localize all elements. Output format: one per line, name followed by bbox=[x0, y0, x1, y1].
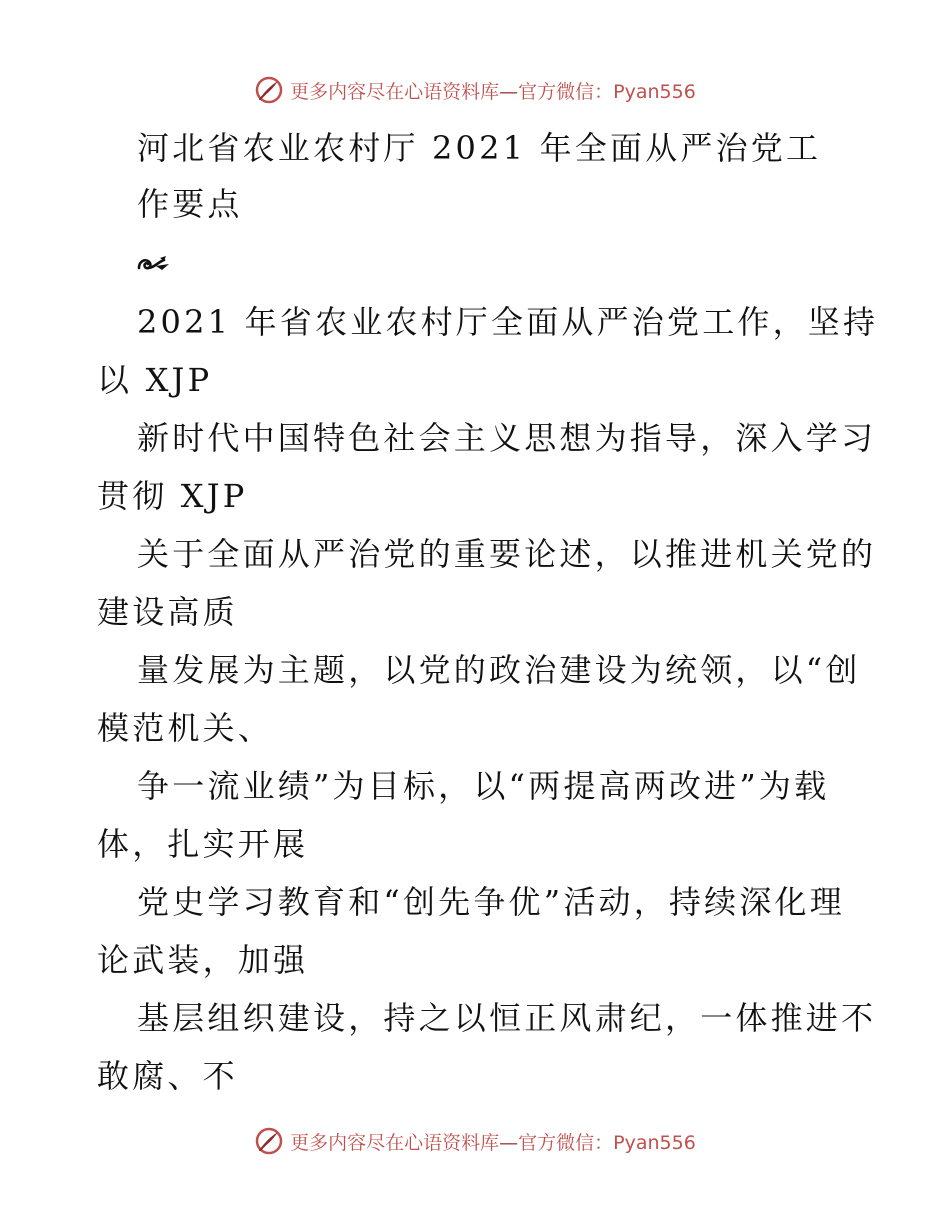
body-line: 贯彻 XJP bbox=[97, 477, 248, 515]
body-line: 论武装，加强 bbox=[97, 941, 309, 979]
ornament-scroll-icon bbox=[136, 252, 172, 276]
body-line: 以 XJP bbox=[97, 361, 213, 399]
body-line: 新时代中国特色社会主义思想为指导，深入学习 bbox=[137, 419, 877, 457]
body-line: 量发展为主题，以党的政治建设为统领，以“创 bbox=[137, 651, 861, 689]
document-title-line-2: 作要点 bbox=[137, 185, 243, 223]
watermark-separator: — bbox=[499, 80, 519, 103]
footer-watermark bbox=[0, 1124, 950, 1158]
body-line: 体，扎实开展 bbox=[97, 825, 309, 863]
body-line: 党史学习教育和“创先争优”活动，持续深化理 bbox=[137, 883, 845, 921]
quill-logo-icon bbox=[254, 75, 284, 105]
body-line: 模范机关、 bbox=[97, 709, 274, 747]
body-line: 建设高质 bbox=[97, 593, 238, 631]
watermark-text: 更多内容尽在心语资料库 bbox=[290, 1131, 500, 1154]
watermark-official: 官方微信：Pyan556 bbox=[518, 80, 696, 103]
header-watermark bbox=[0, 73, 950, 107]
watermark-text: 更多内容尽在心语资料库 bbox=[290, 80, 500, 103]
body-line: 关于全面从严治党的重要论述，以推进机关党的 bbox=[137, 535, 877, 573]
quill-logo-icon bbox=[254, 1126, 284, 1156]
watermark-separator: — bbox=[499, 1131, 519, 1154]
document-title-line-1: 河北省农业农村厅 2021 年全面从严治党工 bbox=[137, 129, 822, 167]
body-line: 2021 年省农业农村厅全面从严治党工作，坚持 bbox=[137, 303, 879, 341]
body-line: 敢腐、不 bbox=[97, 1057, 238, 1095]
body-line: 基层组织建设，持之以恒正风肃纪，一体推进不 bbox=[137, 999, 877, 1037]
watermark-official: 官方微信：Pyan556 bbox=[518, 1131, 696, 1154]
body-line: 争一流业绩”为目标，以“两提高两改进”为载 bbox=[137, 767, 830, 805]
